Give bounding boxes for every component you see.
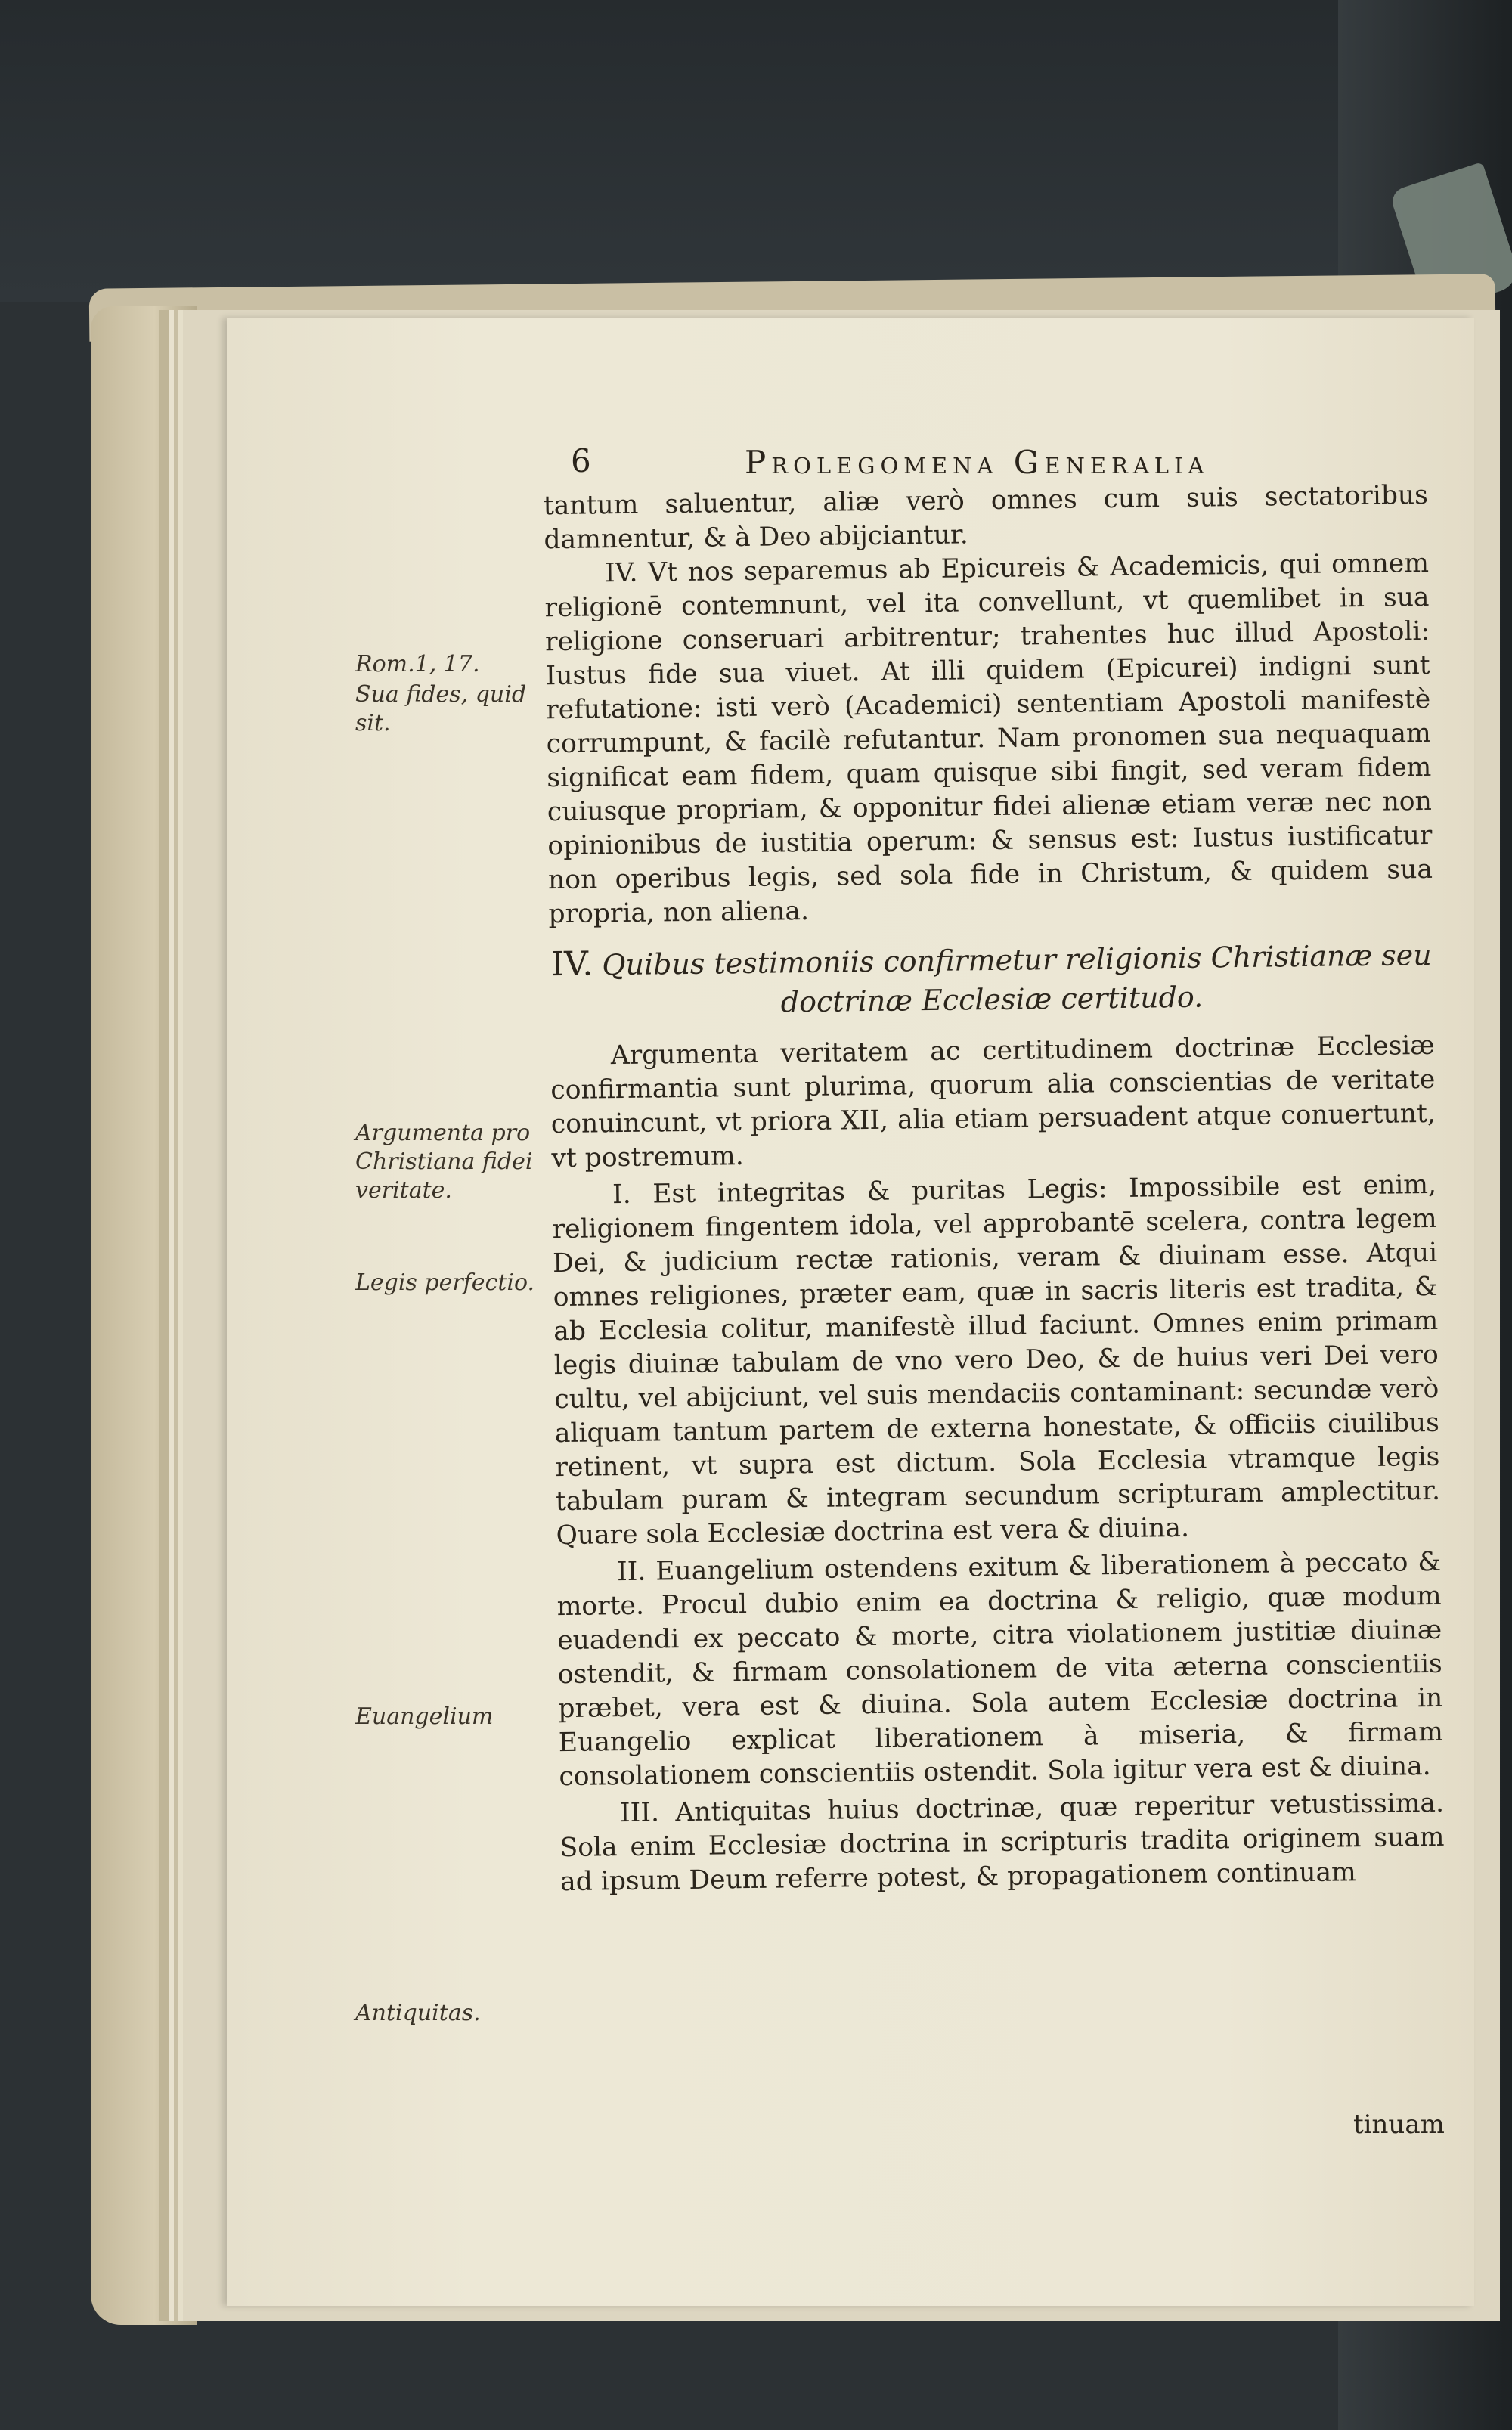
paragraph: Argumenta veritatem ac certitudinem doctrinæ Ecclesiæ confirmantia sunt plurima, quorum alia conscientias de veritate conuincunt, vt priora XII, alia etiam persuadent atque conuertunt, vt postremum. bbox=[550, 1030, 1436, 1174]
paragraph: IV. Vt nos separemus ab Epicureis & Academicis, qui omnem religionē contemnunt, vel ita convellunt, vt quemlibet in sua religione conseruari arbitrentur; trahentes huc illud Apostoli: Iustus fide sua viuet. At illi quidem (Epicurei) indigni sunt refutatione: isti verò (Academici) sententiam Apostoli manifestè corrumpunt, & facilè refutantur. Nam pronomen sua nequaquam significat eam fidem, quam quisque sibi fingit, sed veram fidem cuiusque propriam, & opponitur fidei alienæ etiam veræ nec non opinionibus de iustitia operum: & sensus est: Iustus iustificatur non operibus legis, sed sola fide in Christum, & quidem sua propria, non aliena. bbox=[544, 547, 1433, 930]
margin-note-argumenta: Argumenta pro Christiana fidei veritate. bbox=[355, 1120, 533, 1204]
page-header bbox=[571, 442, 1368, 480]
body-text bbox=[544, 479, 1445, 1899]
page-number: 6 bbox=[571, 442, 591, 479]
margin-note-antiquitas: Antiquitas. bbox=[355, 2000, 481, 2026]
paragraph: I. Est integritas & puritas Legis: Impossibile est enim, religionem fingentem idola, vel approbantē scelera, contra legem Dei, & judicium rectæ rationis, veram & diuinam esse. Atqui omnes religiones, præter eam, quæ in sacris literis est tradita, & ab Ecclesia colitur, manifestè illud faciunt. Omnes enim primam legis diuinæ tabulam de vno vero Deo, & de huius veri Dei vero cultu, vel abijciunt, vel suis mendaciis contaminant: secundæ verò aliquam tantum partem de externa honestate, & officiis ciuilibus retinent, vt supra est dictum. Sola Ecclesia vtramque legis tabulam puram & integram secundum scripturam amplectitur. Quare sola Ecclesiæ doctrina est vera & diuina. bbox=[552, 1169, 1441, 1551]
margin-note-legis: Legis perfectio. bbox=[355, 1269, 535, 1296]
margin-note-sua-fides: Sua fides, quid sit. bbox=[355, 681, 527, 736]
section-number: IV. bbox=[550, 944, 593, 984]
catchword: tinuam bbox=[1353, 2109, 1445, 2140]
running-title: Prolegomena Generalia bbox=[745, 444, 1210, 481]
backdrop bbox=[0, 0, 1512, 302]
section-heading bbox=[549, 934, 1434, 1024]
paragraph: III. Antiquitas huius doctrinæ, quæ reperitur vetustissima. Sola enim Ecclesiæ doctrina in scripturis tradita originem suam ad ipsum Deum referre potest, & propagationem continuam bbox=[559, 1787, 1445, 1898]
margin-note-rom: Rom.1, 17. bbox=[355, 651, 480, 677]
margin-note-euangelium: Euangelium bbox=[355, 1703, 494, 1730]
section-title: Quibus testimoniis confirmetur religionis Christianæ seu doctrinæ Ecclesiæ certitudo. bbox=[602, 938, 1432, 1019]
paragraph: tantum saluentur, aliæ verò omnes cum suis sectatoribus damnentur, & à Deo abijciantur. bbox=[543, 479, 1429, 556]
paragraph: II. Euangelium ostendens exitum & liberationem à peccato & morte. Procul dubio enim ea doctrina & religio, quæ modum euadendi ex peccato & morte, citra violationem justitiæ diuinæ ostendit, & firmam consolationem de vita æterna conscientiis præbet, vera est & diuina. Sola autem Ecclesiæ doctrina in Euangelio explicat liberationem à miseria, & firmam consolationem conscientiis ostendit. Sola igitur vera est & diuina. bbox=[556, 1546, 1444, 1793]
